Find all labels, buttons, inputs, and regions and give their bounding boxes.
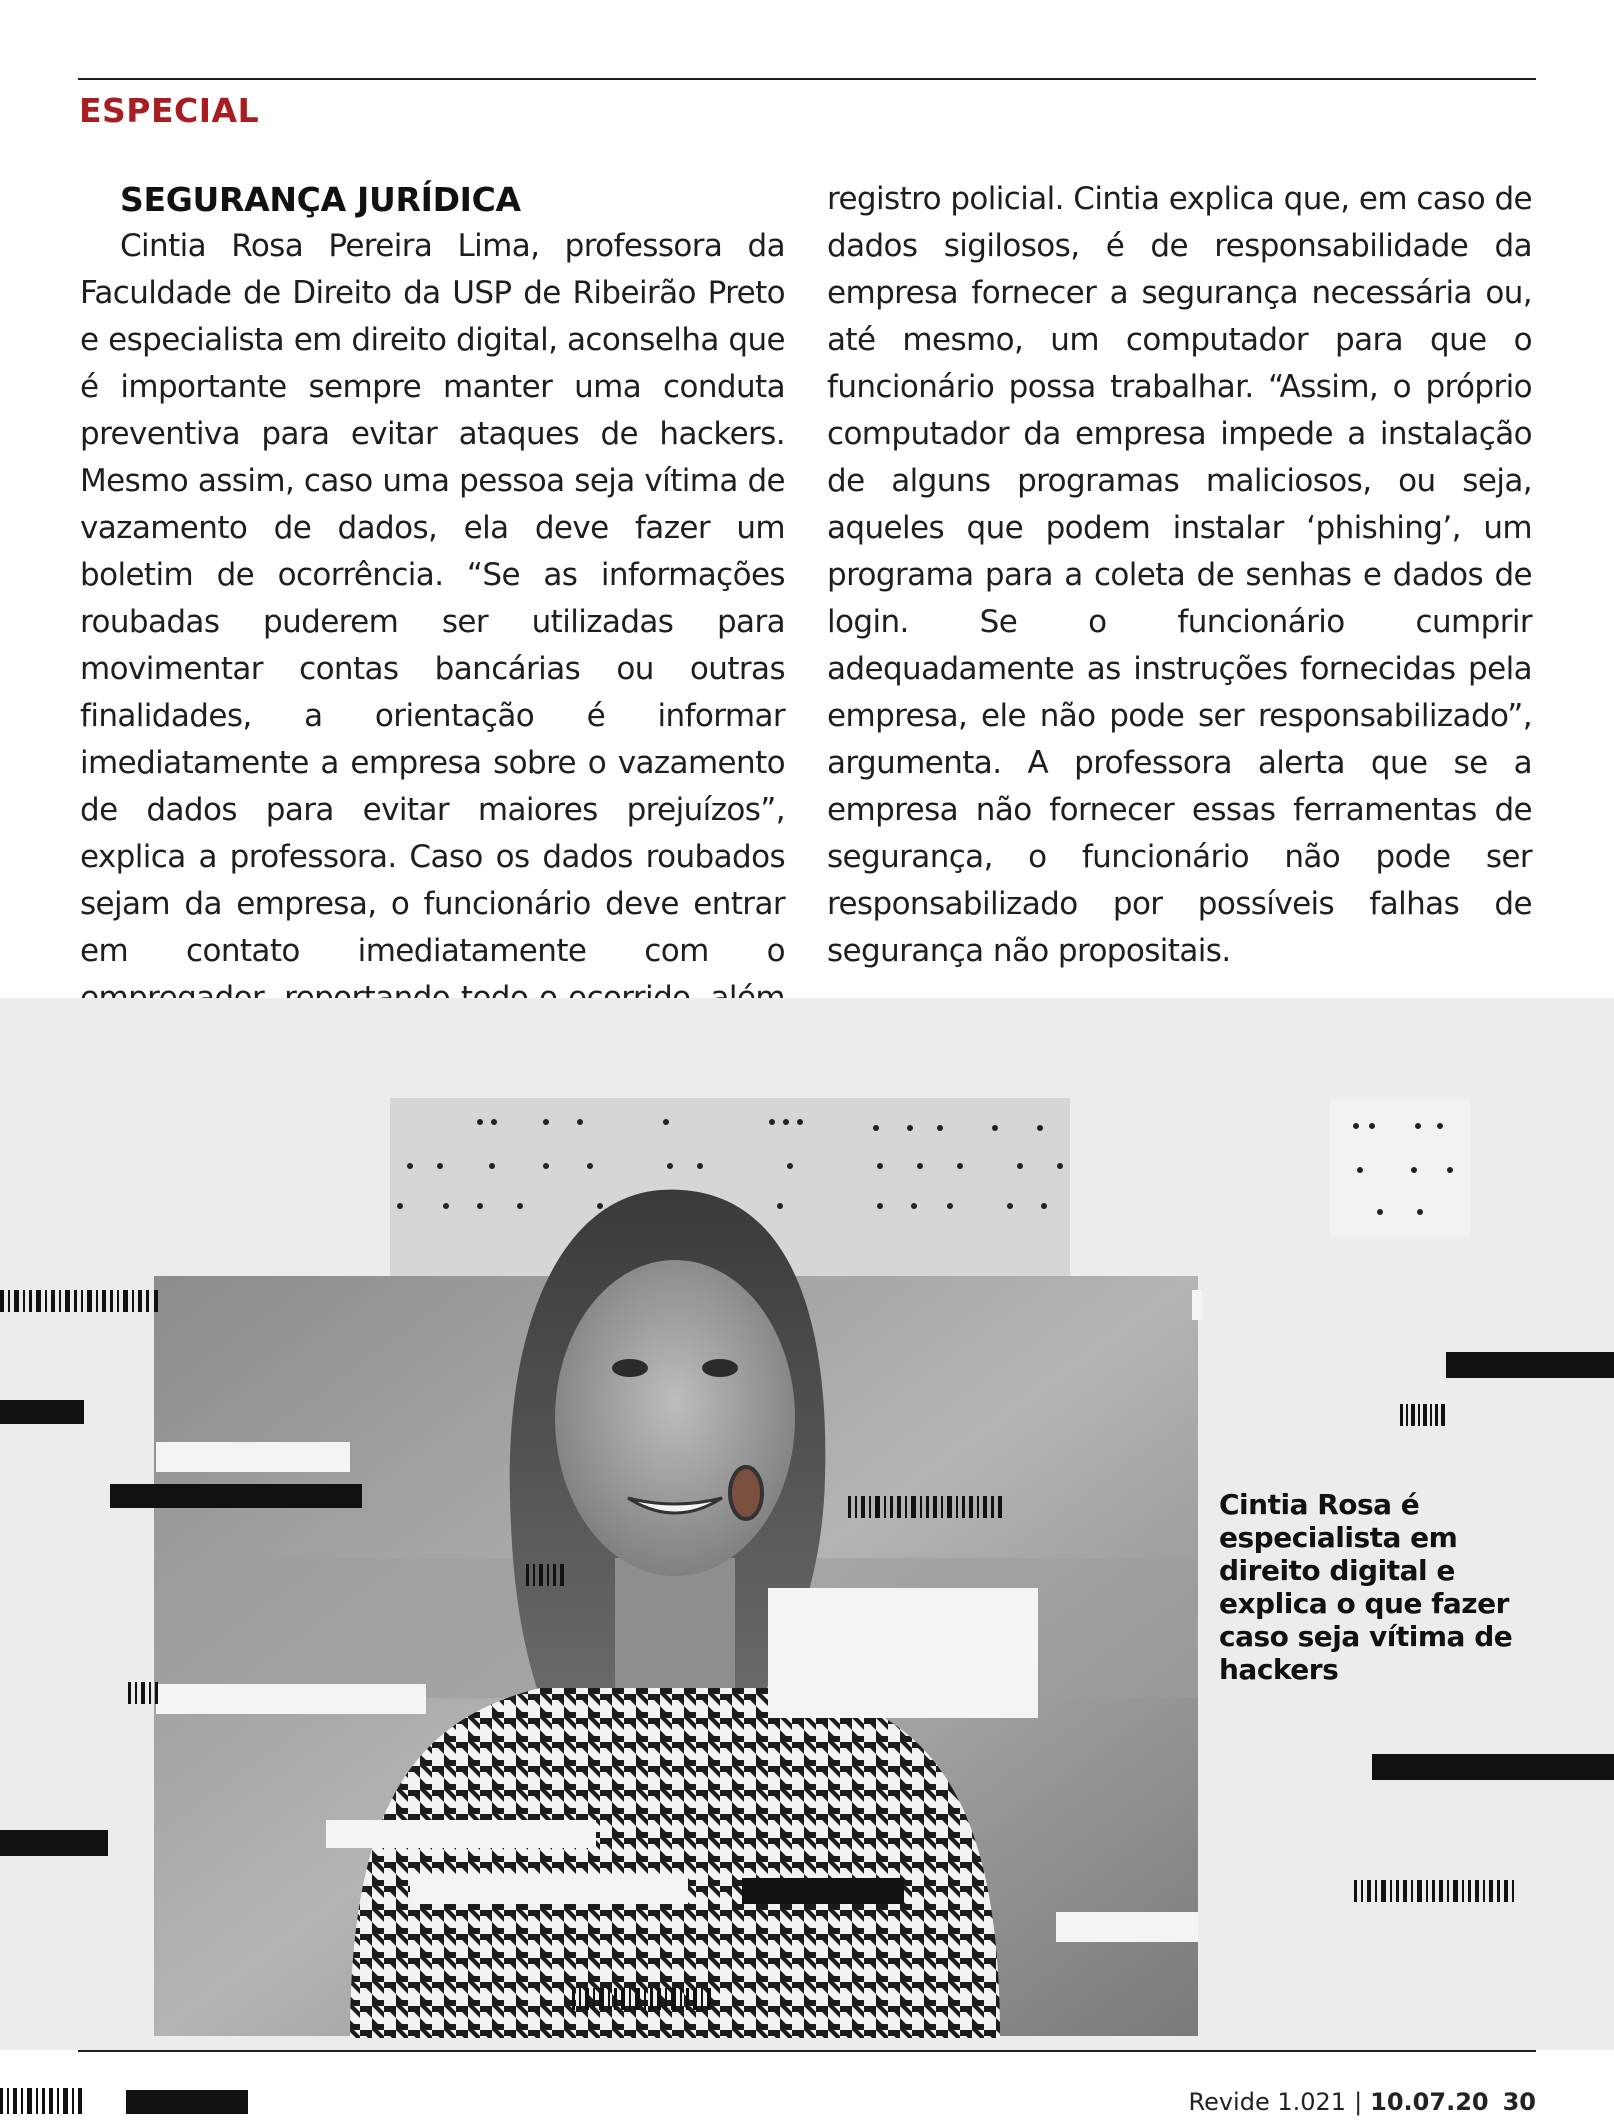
issue-date: 10.07.20 <box>1370 2088 1489 2116</box>
barcode-icon <box>0 2088 82 2114</box>
section-label: ESPECIAL <box>79 91 260 130</box>
barcode-icon <box>1400 1404 1445 1426</box>
glitch-black-bar <box>126 2090 248 2114</box>
page-number: 30 <box>1502 2088 1536 2116</box>
article-column-right <box>827 176 1532 975</box>
houndstooth-top <box>350 1688 1000 2038</box>
barcode-icon <box>1354 1880 1514 1902</box>
article-column-left <box>80 176 785 1069</box>
earring-icon <box>730 1467 762 1519</box>
barcode-icon <box>128 1682 158 1704</box>
photo-caption: Cintia Rosa é especialista em direito digital e explica o que fazer caso seja vítima de hackers <box>1219 1488 1513 1686</box>
face <box>555 1260 795 1576</box>
article-subheading: SEGURANÇA JURÍDICA <box>120 180 521 219</box>
article-paragraph-right: registro policial. Cintia explica que, em caso de dados sigilosos, é de responsabilidade da empresa fornecer a segurança necessária ou, até mesmo, um computador para que o funcionário possa trabalhar. “Assim, o próprio computador da empresa impede a instalação de alguns programas maliciosos, ou seja, aqueles que podem instalar ‘phishing’, um programa para a coleta de senhas e dados de login. Se o funcionário cumprir adequadamente as instruções fornecidas pela empresa, ele não pode ser responsabilizado”, argumenta. A professora alerta que se a empresa não fornecer essas ferramentas de segurança, o funcionário não pode ser responsabilizado por possíveis falhas de segurança não propositais. <box>827 181 1532 969</box>
bottom-rule <box>78 2050 1536 2052</box>
footer-separator: | <box>1354 2088 1363 2116</box>
page-footer <box>1188 2088 1536 2116</box>
publication-issue: Revide 1.021 <box>1188 2088 1347 2116</box>
article-paragraph-left: Cintia Rosa Pereira Lima, professora da Faculdade de Direito da USP de Ribeirão Preto e especialista em direito digital, aconselha que é importante sempre manter uma conduta preventiva para evitar ataques de hackers. Mesmo assim, caso uma pessoa seja vítima de vazamento de dados, ela deve fazer um boletim de ocorrência. “Se as informações roubadas puderem ser utilizadas para movimentar contas bancárias ou outras finalidades, a orientação é informar imediatamente a empresa sobre o vazamento de dados para evitar maiores prejuízos”, explica a professora. Caso os dados roubados sejam da empresa, o funcionário deve entrar em contato imediatamente com o <box>80 228 785 969</box>
footer-barcode-decoration <box>0 2088 250 2118</box>
top-rule <box>78 78 1536 80</box>
barcode-icon <box>0 1290 158 1312</box>
neck <box>615 1558 735 1698</box>
